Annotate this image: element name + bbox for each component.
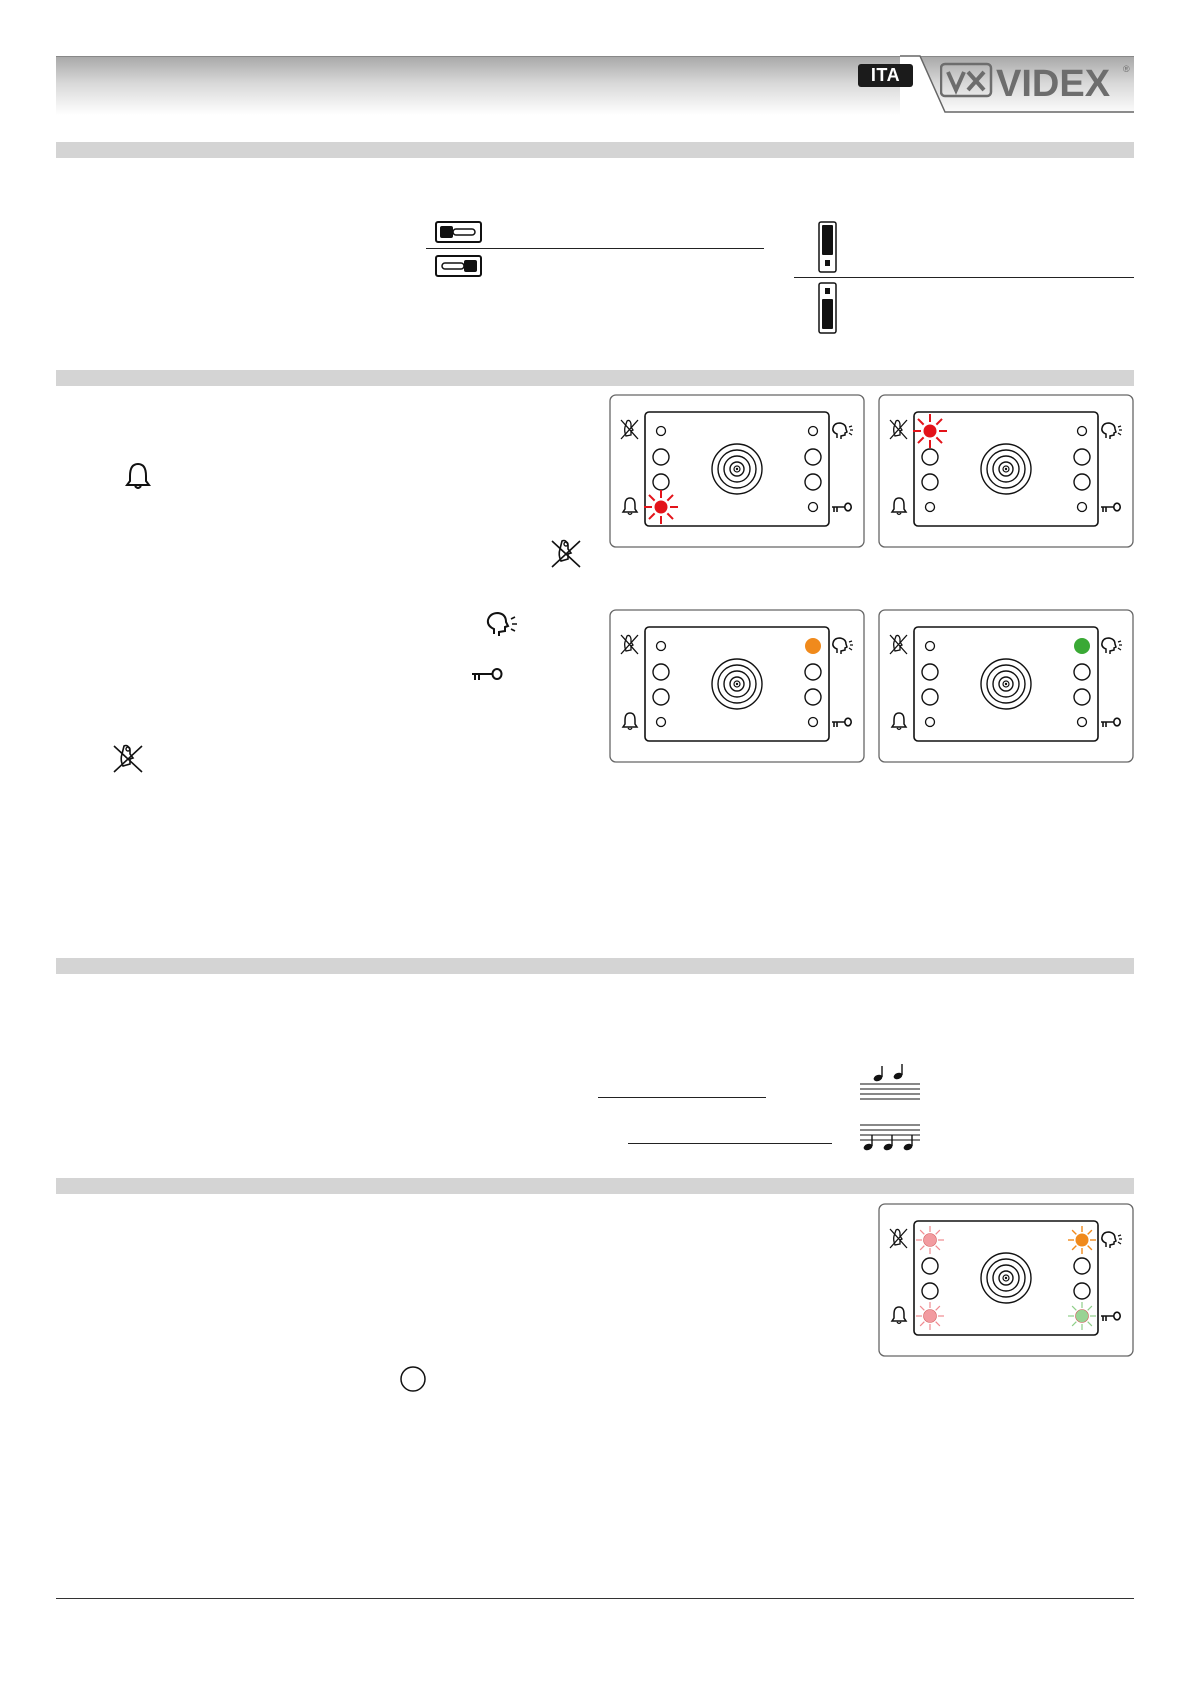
panel-button — [653, 664, 669, 680]
led-speech — [1076, 1234, 1089, 1247]
led-privacy — [924, 1234, 937, 1247]
led-privacy — [926, 642, 935, 651]
panel-button — [922, 664, 938, 680]
led-call — [655, 501, 668, 514]
panel-button — [922, 474, 938, 490]
panel-speech-orange — [609, 609, 865, 763]
dip-divider — [426, 248, 764, 249]
program-button-icon — [398, 1364, 428, 1394]
panel-all-flashing — [878, 1203, 1134, 1357]
speaker-grille — [736, 683, 738, 685]
panel-speech-green — [878, 609, 1134, 763]
led-privacy — [657, 427, 666, 436]
led-speech — [809, 427, 818, 436]
panel-button — [653, 474, 669, 490]
panel-button — [653, 689, 669, 705]
led-speech — [1078, 427, 1087, 436]
dip-switch-right-icon — [434, 254, 484, 280]
panel-button — [922, 689, 938, 705]
panel-button — [1074, 474, 1090, 490]
led-speech — [1074, 638, 1090, 654]
key-icon — [470, 668, 504, 686]
dip-switch-left-icon — [434, 220, 484, 246]
panel-button — [805, 664, 821, 680]
led-door — [1078, 503, 1087, 512]
led-call — [657, 718, 666, 727]
led-call — [926, 718, 935, 727]
privacy-crossed-icon-legend — [110, 742, 146, 774]
panel-button — [1074, 664, 1090, 680]
bell-icon — [122, 460, 154, 490]
section-bar-dip-switches — [56, 142, 1134, 158]
panel-button — [1074, 689, 1090, 705]
panel-button — [922, 1283, 938, 1299]
tone-rising-line — [598, 1097, 766, 1098]
speaker-grille — [736, 468, 738, 470]
jumper-divider — [794, 277, 1134, 278]
led-door — [1076, 1310, 1089, 1323]
panel-call-active — [609, 394, 865, 548]
led-privacy — [924, 425, 937, 438]
panel-button — [805, 689, 821, 705]
tone-falling-line — [628, 1143, 832, 1144]
panel-button — [805, 474, 821, 490]
speaker-grille — [1005, 1277, 1007, 1279]
tone-falling-icon — [858, 1122, 922, 1152]
language-badge: ITA — [858, 64, 913, 87]
led-privacy — [657, 642, 666, 651]
led-door — [1078, 718, 1087, 727]
panel-button — [805, 449, 821, 465]
section-bar-led-indicators — [56, 370, 1134, 386]
led-call — [926, 503, 935, 512]
panel-privacy-active — [878, 394, 1134, 548]
tone-rising-icon — [858, 1064, 922, 1104]
led-door — [809, 503, 818, 512]
speaking-head-icon — [484, 610, 520, 640]
videx-logo — [940, 58, 1132, 102]
section-bar-tones — [56, 958, 1134, 974]
footer-rule — [56, 1598, 1134, 1599]
led-call — [924, 1310, 937, 1323]
privacy-crossed-icon — [548, 537, 584, 569]
speaker-grille — [1005, 683, 1007, 685]
jumper-top-icon — [816, 220, 840, 274]
led-speech — [805, 638, 821, 654]
panel-button — [1074, 1283, 1090, 1299]
panel-button — [1074, 449, 1090, 465]
panel-button — [653, 449, 669, 465]
panel-button — [922, 449, 938, 465]
section-bar-programming — [56, 1178, 1134, 1194]
led-door — [809, 718, 818, 727]
panel-button — [1074, 1258, 1090, 1274]
panel-button — [922, 1258, 938, 1274]
brand-name: VIDEX — [996, 63, 1111, 102]
jumper-bottom-icon — [816, 281, 840, 335]
registered-mark: ® — [1123, 64, 1130, 74]
speaker-grille — [1005, 468, 1007, 470]
